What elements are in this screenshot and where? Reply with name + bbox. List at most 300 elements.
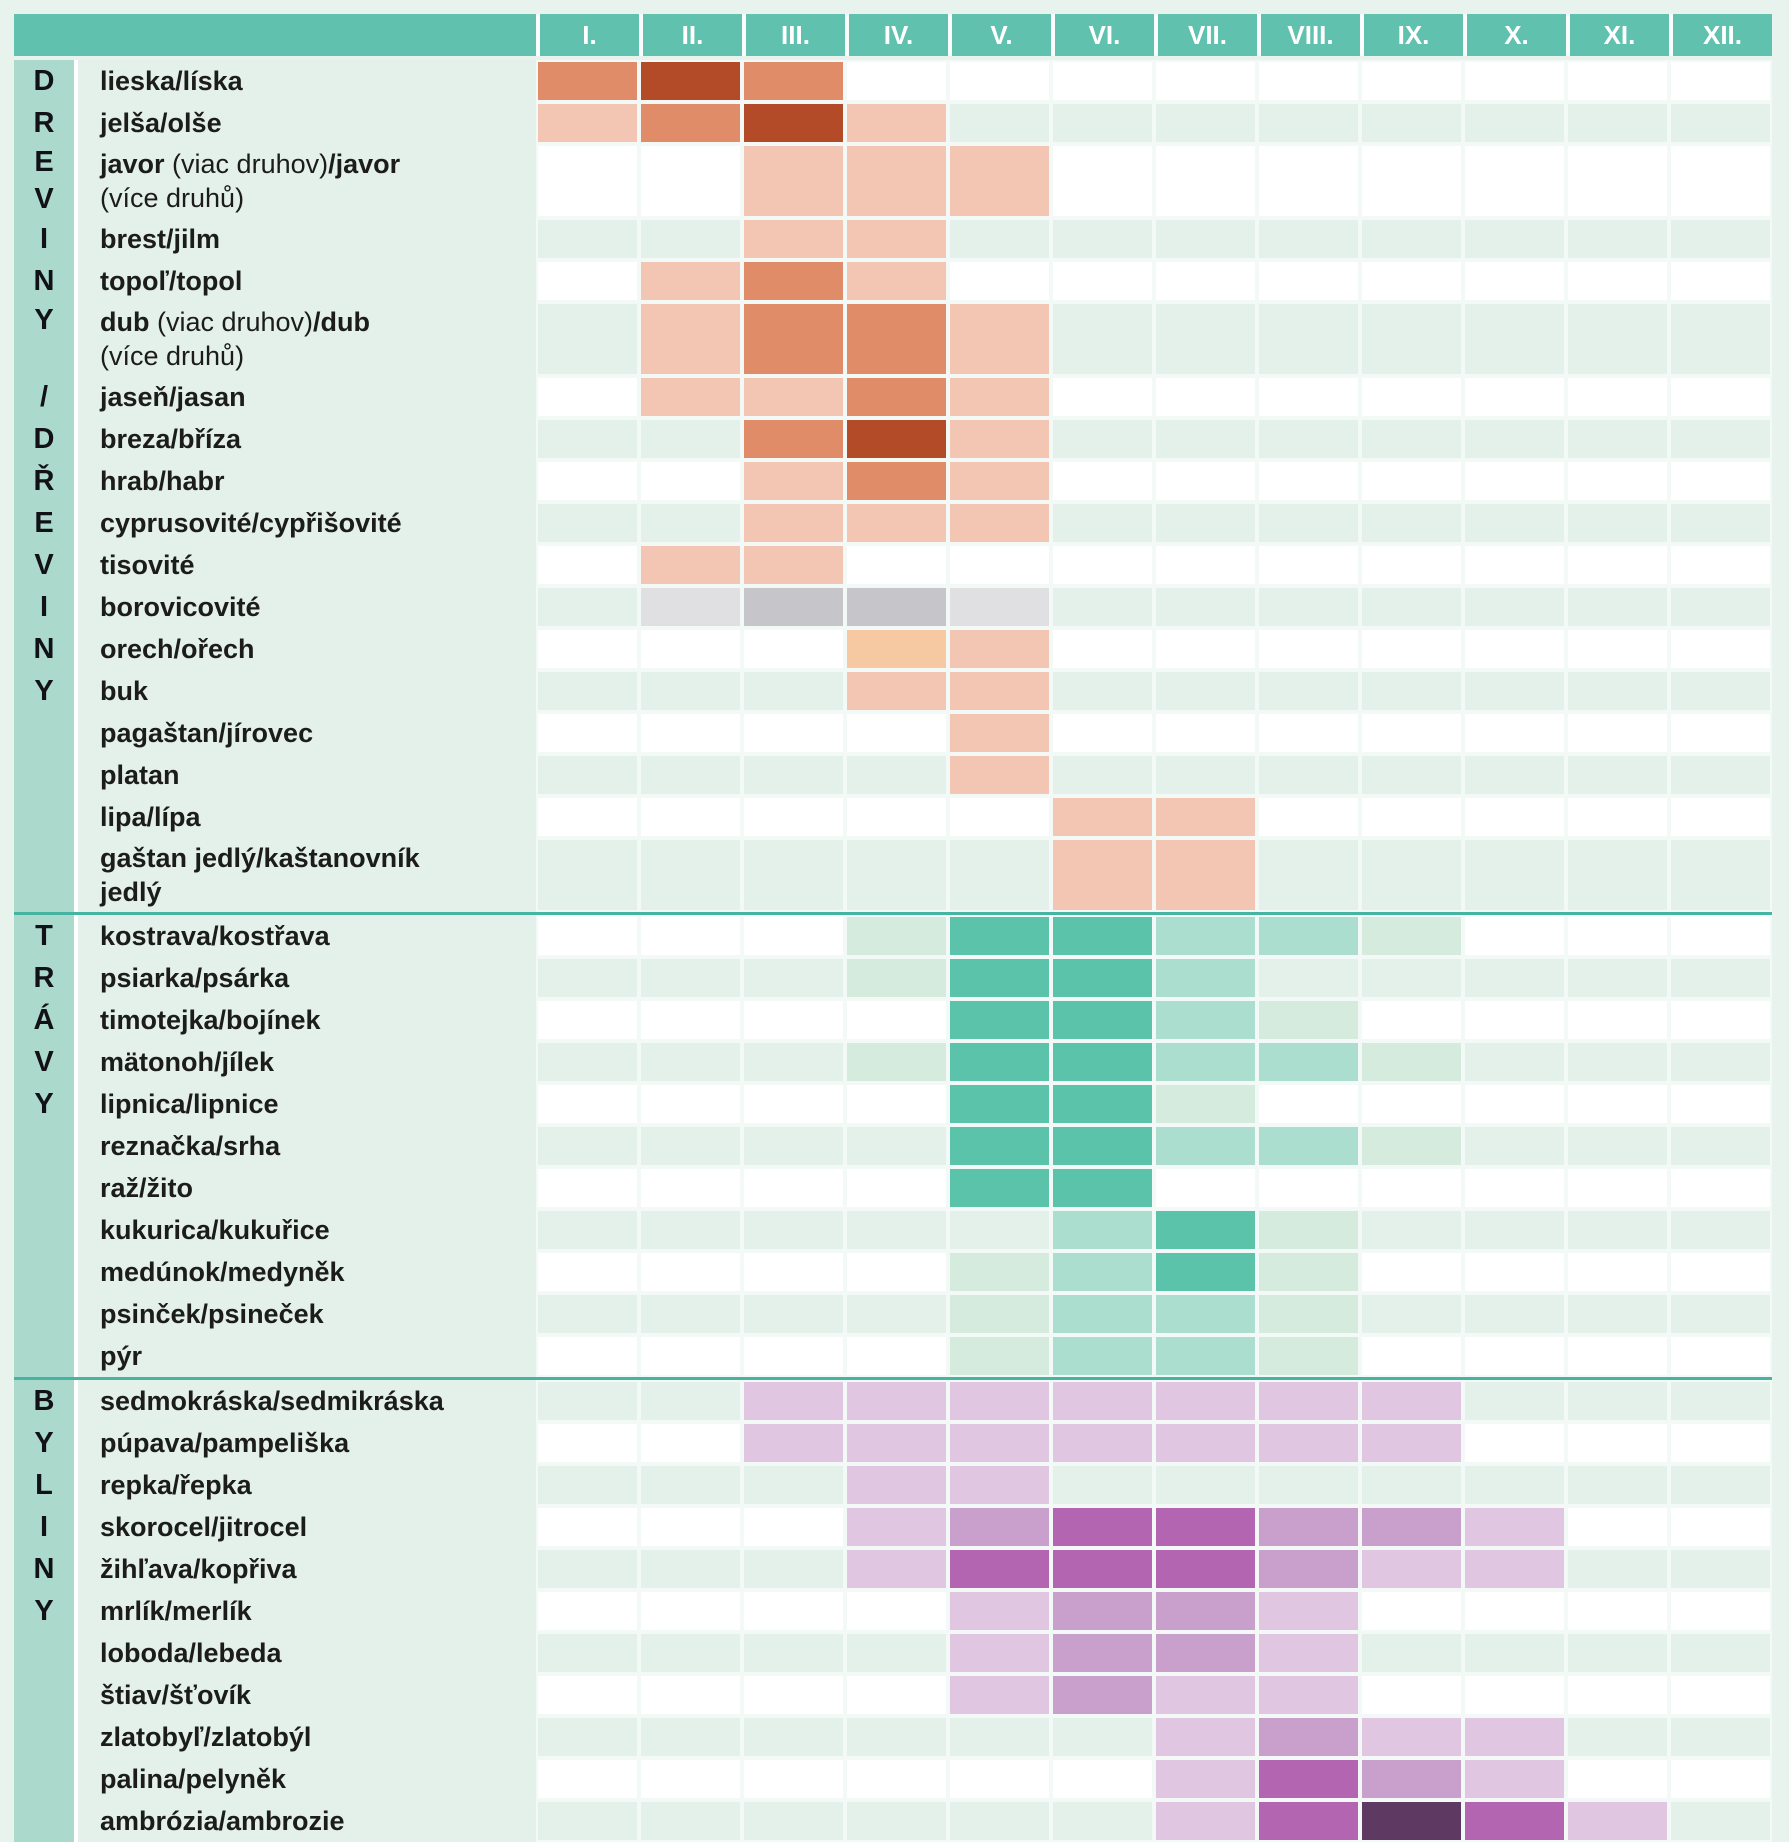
month-cell [1051,1335,1154,1377]
month-cell [1566,1548,1669,1590]
month-cell [1154,544,1257,586]
month-cell [845,1674,948,1716]
category-letter-cell [14,418,78,460]
month-cell [845,754,948,796]
category-letter-cell [14,1167,78,1209]
plant-name-line [100,548,536,582]
month-cell [1051,1632,1154,1674]
table-row [14,1167,1772,1209]
plant-name-line [100,1552,536,1586]
month-cell [1051,670,1154,712]
month-cell [742,60,845,102]
month-cell [1360,586,1463,628]
plant-name [78,1506,536,1548]
month-cell [1154,1464,1257,1506]
plant-name-line [100,64,536,98]
table-row [14,796,1772,838]
month-cell [536,218,639,260]
month-cell [536,1548,639,1590]
month-cell [1051,460,1154,502]
month-cell [536,628,639,670]
plant-name-line [100,919,536,953]
month-cell [948,1041,1051,1083]
plant-name [78,1758,536,1800]
month-cell [536,1464,639,1506]
category-letter-cell [14,502,78,544]
plant-name-line [100,1762,536,1796]
month-cell [1257,1083,1360,1125]
month-cell [845,1335,948,1377]
month-cell [1566,1083,1669,1125]
month-cell [536,1251,639,1293]
month-header-cell: V. [948,14,1051,56]
category-letter [14,1716,74,1758]
plant-name-text: lieska/líska [100,65,243,96]
plant-name-text: štiav/šťovík [100,1679,252,1710]
month-cell [1669,1464,1772,1506]
month-cell [1051,302,1154,376]
month-cell [536,999,639,1041]
plant-name-line [100,506,536,540]
category-letter: V [34,1045,54,1078]
category-letter-cell [14,1548,78,1590]
category-letter [14,1209,74,1251]
month-cell [639,302,742,376]
plant-name [78,586,536,628]
month-cell [1257,144,1360,218]
month-cell [1566,218,1669,260]
month-cell [536,670,639,712]
table-row [14,1041,1772,1083]
month-cell [1154,1041,1257,1083]
month-cell [1669,418,1772,460]
month-cell [1360,60,1463,102]
month-cell [1257,302,1360,376]
plant-name-text: loboda/lebeda [100,1637,282,1668]
month-cell [948,1422,1051,1464]
plant-name [78,1083,536,1125]
month-cell [536,502,639,544]
month-cell [948,460,1051,502]
month-cell [1669,957,1772,999]
month-cell [536,376,639,418]
plant-name-text: lipa/lípa [100,801,201,832]
month-cell [1257,712,1360,754]
plant-name [78,1716,536,1758]
plant-name-line [100,1468,536,1502]
table-row [14,1590,1772,1632]
month-cell [1154,1758,1257,1800]
month-cell [845,1758,948,1800]
month-cell [845,628,948,670]
month-cell [1360,1716,1463,1758]
plant-name-text: timotejka/bojínek [100,1004,321,1035]
month-cell [1566,712,1669,754]
month-cell [639,102,742,144]
category-letter-cell [14,1758,78,1800]
month-cell [1051,1380,1154,1422]
month-cell [639,218,742,260]
category-letter: / [39,380,49,413]
month-cell [1463,1464,1566,1506]
month-cell [1463,1632,1566,1674]
month-cell [1463,1674,1566,1716]
month-cell [1360,1422,1463,1464]
month-cell [1051,1758,1154,1800]
month-cell [1154,1548,1257,1590]
plant-name [78,1167,536,1209]
month-cell [1669,460,1772,502]
category-letter-cell [14,1506,78,1548]
month-cell [1566,144,1669,218]
month-cell [1463,1293,1566,1335]
month-cell [639,957,742,999]
month-cell [948,1506,1051,1548]
month-cell [742,796,845,838]
month-cell [1051,1464,1154,1506]
month-cell [1154,1083,1257,1125]
plant-name-text: lipnica/lipnice [100,1088,279,1119]
month-cell [845,1716,948,1758]
month-cell [845,1209,948,1251]
month-cell [639,1548,742,1590]
month-cell [742,1083,845,1125]
month-cell [1154,838,1257,912]
month-cell [536,1506,639,1548]
month-cell [1051,1674,1154,1716]
plant-name-text: cyprusovité/cypřišovité [100,507,402,538]
plant-name [78,1464,536,1506]
month-cell [1566,999,1669,1041]
category-letter-cell [14,1293,78,1335]
category-letter: V [34,548,54,581]
month-cell [1051,1167,1154,1209]
plant-name-line [100,590,536,624]
month-cell [1566,1335,1669,1377]
table-row [14,586,1772,628]
month-cell [845,302,948,376]
month-cell [1566,102,1669,144]
month-cell [639,544,742,586]
month-cell [1257,544,1360,586]
month-cell [1669,1422,1772,1464]
month-cell [536,1590,639,1632]
plant-name-line [100,1213,536,1247]
month-cell [1463,957,1566,999]
month-cell [1566,1506,1669,1548]
month-cell [1257,1293,1360,1335]
month-cell [742,1464,845,1506]
month-cell [1566,60,1669,102]
month-cell [536,544,639,586]
month-cell [1154,796,1257,838]
plant-name-line [100,841,536,875]
plant-name-text: ambrózia/ambrozie [100,1805,345,1836]
month-cell [1154,60,1257,102]
month-cell [1154,1506,1257,1548]
month-cell [948,418,1051,460]
month-cell [1463,260,1566,302]
table-row [14,838,1772,912]
month-cell [1360,218,1463,260]
month-cell [536,796,639,838]
month-cell [1566,1293,1669,1335]
plant-name-text: gaštan jedlý/kaštanovník [100,842,420,873]
month-cell [742,586,845,628]
category-letter-cell [14,1464,78,1506]
month-cell [742,1716,845,1758]
month-cell [639,754,742,796]
month-cell [845,1083,948,1125]
month-cell [845,1125,948,1167]
month-cell [1463,586,1566,628]
month-cell [1566,1125,1669,1167]
month-cell [639,376,742,418]
month-cell [742,1548,845,1590]
month-cell [1257,1464,1360,1506]
plant-name [78,376,536,418]
category-letter: R [33,961,55,994]
month-cell [742,1422,845,1464]
month-cell [1669,60,1772,102]
month-cell [536,1335,639,1377]
plant-name-line [100,1003,536,1037]
plant-name-text: platan [100,759,180,790]
month-cell [1360,376,1463,418]
month-cell [845,1632,948,1674]
month-cell [1669,1209,1772,1251]
month-cell [1154,102,1257,144]
month-cell [639,1464,742,1506]
month-cell [536,1422,639,1464]
plant-name-text: psiarka/psárka [100,962,290,993]
category-letter [14,1632,74,1674]
month-cell [1360,1758,1463,1800]
month-cell [742,1758,845,1800]
category-letter [14,754,74,796]
month-cell [536,418,639,460]
plant-name-text: jedlý [100,877,162,907]
category-letter: N [33,632,55,665]
month-cell [1669,1083,1772,1125]
plant-name-line [100,758,536,792]
month-cell [1360,796,1463,838]
month-cell [1257,1209,1360,1251]
plant-name-line [100,1720,536,1754]
plant-name-text: raž/žito [100,1172,194,1203]
table-row [14,999,1772,1041]
month-cell [1669,1335,1772,1377]
category-letter [14,1674,74,1716]
plant-name-text: /dub [313,306,371,337]
month-cell [639,1335,742,1377]
month-cell [742,1335,845,1377]
month-cell [1257,102,1360,144]
table-row [14,915,1772,957]
month-cell [536,1380,639,1422]
month-cell [1257,838,1360,912]
month-cell [1566,460,1669,502]
month-cell [1669,999,1772,1041]
month-cell [639,838,742,912]
month-cell [1051,754,1154,796]
month-header-cell: IV. [845,14,948,56]
month-cell [1463,628,1566,670]
month-cell [948,376,1051,418]
month-cell [845,376,948,418]
month-cell [1669,796,1772,838]
month-cell [1257,60,1360,102]
month-cell [742,418,845,460]
month-cell [1051,260,1154,302]
month-cell [1051,915,1154,957]
month-cell [1154,418,1257,460]
category-letter [14,1293,74,1335]
month-cell [1360,1590,1463,1632]
month-header-cell: III. [742,14,845,56]
month-cell [845,999,948,1041]
plant-name-text: medúnok/medyněk [100,1256,345,1287]
month-cell [536,1674,639,1716]
month-cell [639,1632,742,1674]
month-cell [742,1506,845,1548]
plant-name-line [100,632,536,666]
table-row [14,1125,1772,1167]
category-letter-cell [14,712,78,754]
month-cell [536,957,639,999]
month-cell [1051,1041,1154,1083]
plant-name-line [100,1087,536,1121]
month-cell [1257,670,1360,712]
month-cell [742,218,845,260]
month-cell [845,796,948,838]
category-letter-cell [14,1380,78,1422]
month-cell [948,1464,1051,1506]
month-cell [1257,1590,1360,1632]
plant-name-line [100,1678,536,1712]
month-cell [536,1632,639,1674]
month-cell [1566,376,1669,418]
month-cell [1257,1041,1360,1083]
category-letter [14,1125,74,1167]
month-cell [1669,376,1772,418]
month-cell [639,1380,742,1422]
month-cell [1360,260,1463,302]
month-cell [1463,1209,1566,1251]
category-letter-cell [14,1590,78,1632]
table-row [14,754,1772,796]
month-cell [536,915,639,957]
month-cell [742,1041,845,1083]
month-cell [742,460,845,502]
plant-name-text: /javor [328,148,401,179]
month-cell [1669,1167,1772,1209]
month-cell [1669,1758,1772,1800]
table-row [14,460,1772,502]
month-cell [1566,796,1669,838]
category-letter-cell [14,1209,78,1251]
month-cell [639,502,742,544]
plant-name [78,796,536,838]
month-cell [1463,60,1566,102]
month-cell [639,1590,742,1632]
plant-name [78,754,536,796]
table-row [14,1083,1772,1125]
month-cell [1154,502,1257,544]
month-cell [639,586,742,628]
table-row [14,1506,1772,1548]
plant-name [78,1674,536,1716]
month-cell [1051,144,1154,218]
category-letter [14,875,74,912]
table-row [14,102,1772,144]
plant-name-line [100,1045,536,1079]
month-header-cell: II. [639,14,742,56]
month-cell [1154,915,1257,957]
category-letter-cell [14,999,78,1041]
month-cell [1669,1716,1772,1758]
month-cell [1360,670,1463,712]
month-cell [1360,1293,1463,1335]
table-row [14,544,1772,586]
plant-name-line [100,1129,536,1163]
month-cell [536,754,639,796]
month-cell [536,586,639,628]
category-letter-cell [14,102,78,144]
month-cell [639,60,742,102]
month-cell [1257,957,1360,999]
plant-name-text: hrab/habr [100,465,225,496]
month-cell [742,1209,845,1251]
month-cell [1051,1506,1154,1548]
month-cell [948,1293,1051,1335]
month-cell [536,1083,639,1125]
plant-name-text: tisovité [100,549,195,580]
month-cell [1669,502,1772,544]
month-cell [1669,915,1772,957]
month-header-cell: IX. [1360,14,1463,56]
plant-name-text: orech/ořech [100,633,255,664]
month-cell [948,838,1051,912]
month-cell [1463,144,1566,218]
table-row [14,1716,1772,1758]
month-cell [948,1209,1051,1251]
plant-name-text: mrlík/merlík [100,1595,252,1626]
category-letter-cell [14,754,78,796]
category-letter: V [34,183,54,215]
plant-name [78,1422,536,1464]
category-letter [14,796,74,838]
month-cell [1463,1422,1566,1464]
month-cell [845,1590,948,1632]
month-cell [742,302,845,376]
plant-name [78,418,536,460]
category-letter: N [33,1552,55,1585]
plant-name-text: topoľ/topol [100,265,243,296]
month-cell [845,1041,948,1083]
category-letter [14,1758,74,1800]
month-cell [845,1506,948,1548]
month-cell [845,1293,948,1335]
month-cell [1669,670,1772,712]
plant-name [78,260,536,302]
month-cell [639,460,742,502]
month-cell [1360,999,1463,1041]
table-row [14,957,1772,999]
table-row [14,144,1772,218]
plant-name [78,915,536,957]
month-cell [1257,1167,1360,1209]
